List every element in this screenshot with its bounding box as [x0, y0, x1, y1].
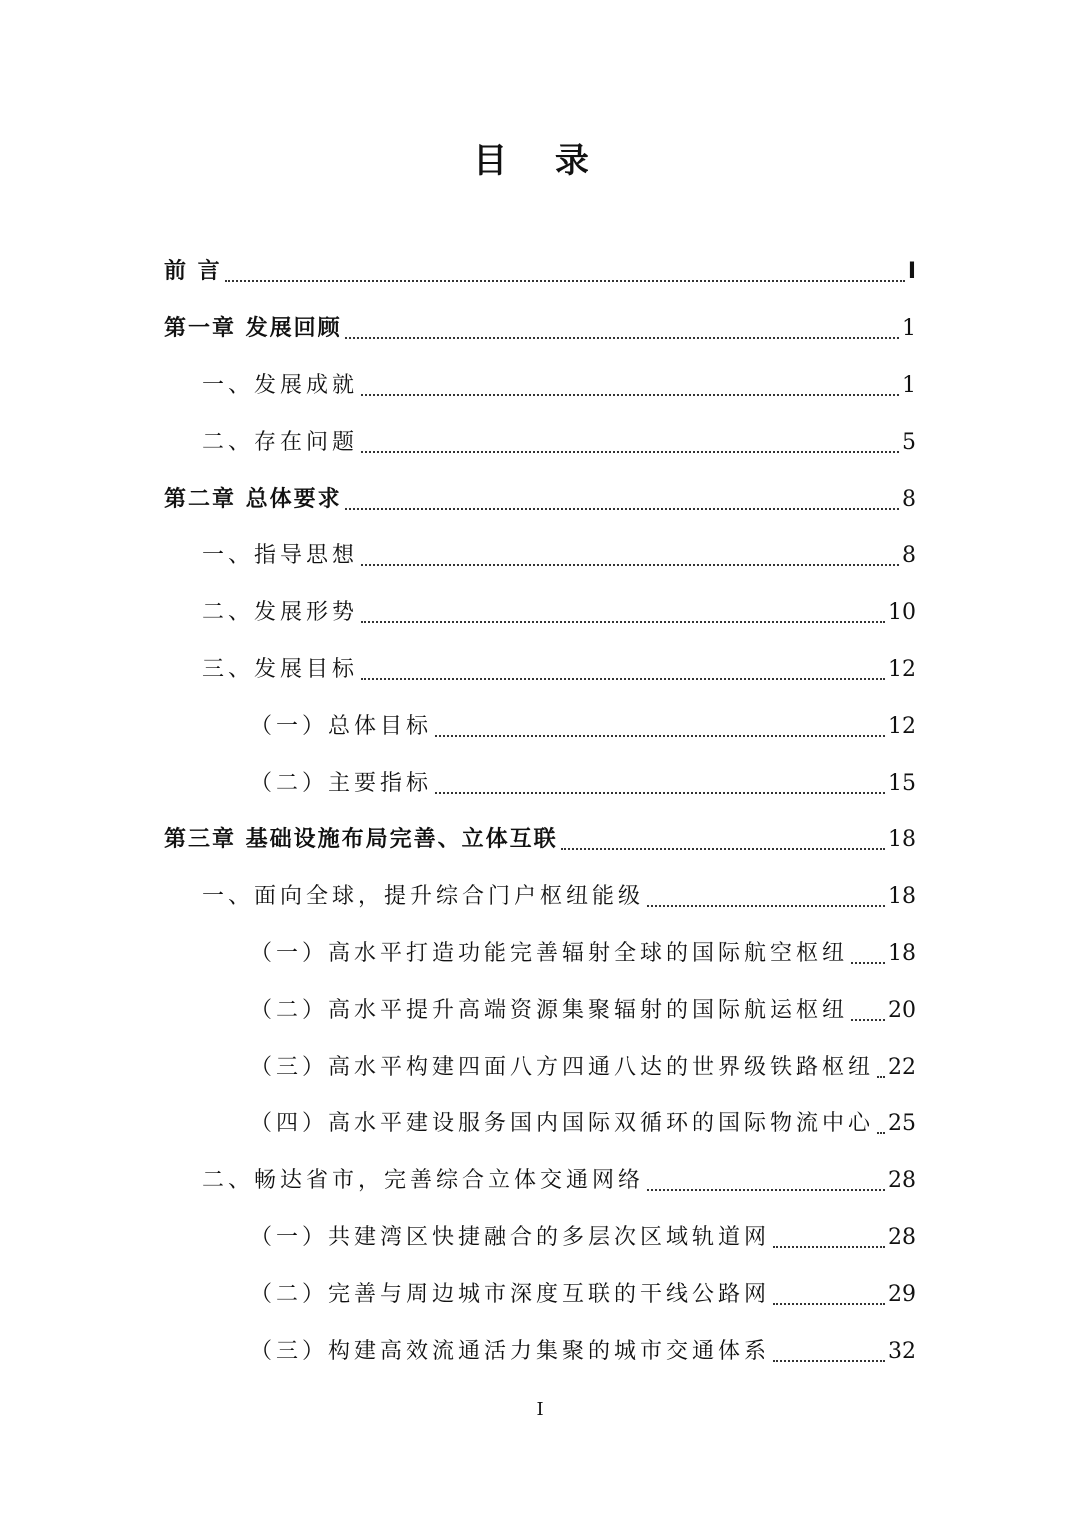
toc-entry-title: （三）高水平构建四面八方四通八达的世界级铁路枢纽	[250, 1054, 875, 1080]
toc-entry[interactable]	[164, 471, 916, 528]
toc-entry-page-number: 18	[888, 940, 916, 966]
toc-entry-title: （二）主要指标	[250, 770, 433, 796]
dot-leader	[225, 280, 905, 282]
toc-entry[interactable]	[164, 755, 916, 812]
dot-leader	[345, 337, 899, 339]
toc-entry-page-number: 1	[902, 372, 916, 398]
toc-entry-page-number: 5	[902, 429, 916, 455]
toc-entry-title: 一、指导思想	[202, 543, 359, 569]
toc-entry-page-number: 12	[888, 713, 916, 739]
dot-leader	[773, 1303, 885, 1305]
dot-leader	[773, 1360, 885, 1362]
dot-leader	[561, 848, 885, 850]
toc-entry[interactable]	[164, 698, 916, 755]
toc-entry[interactable]	[164, 1323, 916, 1380]
toc-entry[interactable]	[164, 1096, 916, 1153]
table-of-contents	[164, 244, 916, 1380]
toc-entry[interactable]	[164, 528, 916, 585]
dot-leader	[345, 508, 899, 510]
toc-entry-page-number: 10	[888, 600, 916, 626]
dot-leader	[647, 1189, 885, 1191]
dot-leader	[773, 1246, 885, 1248]
toc-entry[interactable]	[164, 926, 916, 983]
dot-leader	[435, 792, 885, 794]
dot-leader	[361, 394, 899, 396]
toc-entry[interactable]	[164, 869, 916, 926]
toc-entry-page-number: 8	[902, 543, 916, 569]
toc-entry[interactable]	[164, 1039, 916, 1096]
toc-entry-title: 第一章 发展回顾	[164, 316, 342, 342]
dot-leader	[647, 905, 885, 907]
toc-entry-title: 一、发展成就	[202, 372, 359, 398]
toc-entry-page-number: 32	[888, 1338, 916, 1364]
page-title: 目 录	[473, 141, 607, 181]
toc-entry-page-number: 12	[888, 656, 916, 682]
toc-entry-title: （二）完善与周边城市深度互联的干线公路网	[250, 1281, 771, 1307]
toc-entry-page-number: 25	[888, 1111, 917, 1137]
toc-entry-page-number: 22	[888, 1054, 917, 1080]
toc-entry-page-number: 28	[888, 1224, 916, 1250]
toc-entry-page-number: 1	[902, 316, 916, 342]
toc-entry-page-number: 18	[888, 827, 916, 853]
toc-entry-title: 二、畅达省市，完善综合立体交通网络	[202, 1168, 645, 1194]
toc-entry-title: 第二章 总体要求	[164, 486, 342, 512]
toc-entry-page-number: 29	[888, 1281, 916, 1307]
toc-entry[interactable]	[164, 414, 916, 471]
dot-leader	[361, 678, 885, 680]
toc-entry-title: （三）构建高效流通活力集聚的城市交通体系	[250, 1338, 771, 1364]
toc-entry[interactable]	[164, 585, 916, 642]
dot-leader	[877, 1076, 885, 1078]
toc-entry[interactable]	[164, 642, 916, 699]
dot-leader	[361, 621, 885, 623]
toc-entry-title: （四）高水平建设服务国内国际双循环的国际物流中心	[250, 1111, 875, 1137]
toc-entry-page-number: 20	[888, 997, 916, 1023]
page-number: I	[536, 1399, 544, 1420]
toc-entry[interactable]	[164, 1266, 916, 1323]
toc-entry-page-number: 15	[888, 770, 916, 796]
toc-entry-page-number: 18	[888, 884, 916, 910]
dot-leader	[435, 735, 885, 737]
toc-entry-page-number: 28	[888, 1168, 916, 1194]
toc-entry[interactable]	[164, 1153, 916, 1210]
dot-leader	[851, 1019, 885, 1021]
toc-entry-title: 第三章 基础设施布局完善、立体互联	[164, 827, 558, 853]
dot-leader	[877, 1132, 885, 1134]
toc-entry[interactable]	[164, 812, 916, 869]
toc-entry-title: 二、存在问题	[202, 429, 359, 455]
toc-entry-page-number: I	[907, 259, 916, 285]
toc-entry-title: （二）高水平提升高端资源集聚辐射的国际航运枢纽	[250, 997, 849, 1023]
toc-entry[interactable]	[164, 1210, 916, 1267]
toc-entry[interactable]	[164, 982, 916, 1039]
toc-entry-title: （一）总体目标	[250, 713, 433, 739]
dot-leader	[851, 962, 885, 964]
toc-entry[interactable]	[164, 301, 916, 358]
toc-entry-title: （一）共建湾区快捷融合的多层次区域轨道网	[250, 1224, 771, 1250]
toc-entry-title: 二、发展形势	[202, 600, 359, 626]
toc-entry-page-number: 8	[902, 486, 916, 512]
toc-entry-title: 一、面向全球，提升综合门户枢纽能级	[202, 884, 645, 910]
toc-entry-title: 三、发展目标	[202, 656, 359, 682]
toc-entry-title: （一）高水平打造功能完善辐射全球的国际航空枢纽	[250, 940, 849, 966]
dot-leader	[361, 451, 899, 453]
toc-entry-title: 前 言	[164, 259, 222, 285]
toc-entry[interactable]	[164, 358, 916, 415]
dot-leader	[361, 564, 899, 566]
toc-entry[interactable]	[164, 244, 916, 301]
